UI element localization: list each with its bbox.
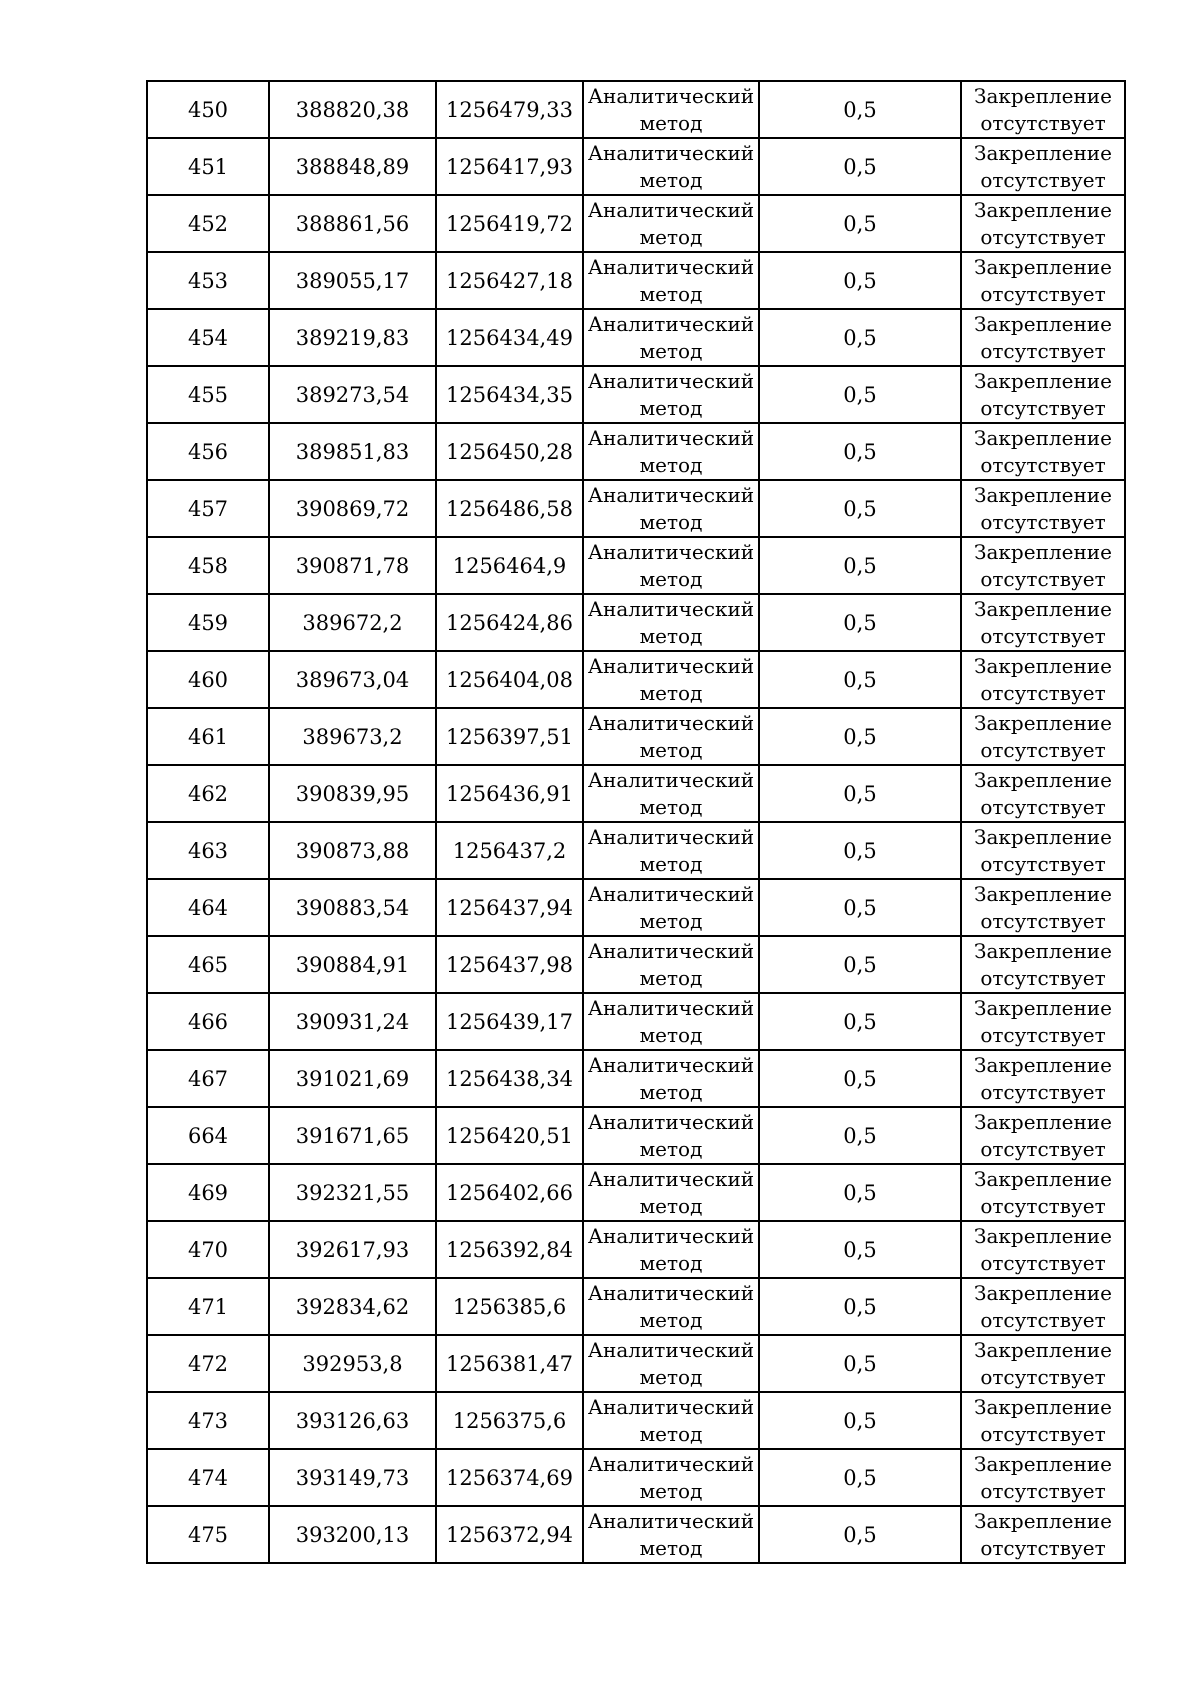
method-cell-line-2: метод	[639, 738, 703, 762]
x-coordinate-cell: 388848,89	[269, 138, 436, 195]
fixing-cell-line-2: отсутствует	[980, 1251, 1106, 1275]
method-cell-line-2: метод	[639, 1194, 703, 1218]
method-cell-line-1: Аналитический	[587, 1167, 755, 1191]
fixing-cell-line-1: Закрепление	[974, 939, 1112, 963]
fixing-cell	[961, 765, 1125, 822]
x-coordinate-cell: 389673,2	[269, 708, 436, 765]
fixing-cell-line-1: Закрепление	[974, 1281, 1112, 1305]
fixing-cell-line-2: отсутствует	[980, 1308, 1106, 1332]
method-cell	[583, 366, 759, 423]
accuracy-cell: 0,5	[759, 81, 961, 138]
y-coordinate-cell: 1256439,17	[436, 993, 583, 1050]
x-coordinate-cell: 390839,95	[269, 765, 436, 822]
fixing-cell-line-1: Закрепление	[974, 312, 1112, 336]
method-cell-line-2: метод	[639, 681, 703, 705]
fixing-cell-line-2: отсутствует	[980, 909, 1106, 933]
method-cell-line-2: метод	[639, 1251, 703, 1275]
fixing-cell-line-2: отсутствует	[980, 168, 1106, 192]
table-row	[147, 138, 1125, 195]
accuracy-cell: 0,5	[759, 1050, 961, 1107]
accuracy-cell: 0,5	[759, 366, 961, 423]
y-coordinate-cell: 1256381,47	[436, 1335, 583, 1392]
y-coordinate-cell: 1256402,66	[436, 1164, 583, 1221]
point-number-cell: 456	[147, 423, 269, 480]
method-cell-line-2: метод	[639, 1365, 703, 1389]
fixing-cell	[961, 1392, 1125, 1449]
y-coordinate-cell: 1256438,34	[436, 1050, 583, 1107]
fixing-cell-line-1: Закрепление	[974, 711, 1112, 735]
table-row	[147, 195, 1125, 252]
x-coordinate-cell: 393149,73	[269, 1449, 436, 1506]
point-number-cell: 467	[147, 1050, 269, 1107]
method-cell-line-2: метод	[639, 1308, 703, 1332]
accuracy-cell: 0,5	[759, 765, 961, 822]
fixing-cell-line-2: отсутствует	[980, 852, 1106, 876]
table-row	[147, 1449, 1125, 1506]
fixing-cell-line-2: отсутствует	[980, 225, 1106, 249]
fixing-cell	[961, 1278, 1125, 1335]
accuracy-cell: 0,5	[759, 1278, 961, 1335]
accuracy-cell: 0,5	[759, 708, 961, 765]
fixing-cell	[961, 1050, 1125, 1107]
fixing-cell	[961, 651, 1125, 708]
fixing-cell-line-1: Закрепление	[974, 1395, 1112, 1419]
y-coordinate-cell: 1256375,6	[436, 1392, 583, 1449]
method-cell-line-1: Аналитический	[587, 1281, 755, 1305]
y-coordinate-cell: 1256420,51	[436, 1107, 583, 1164]
x-coordinate-cell: 388820,38	[269, 81, 436, 138]
method-cell	[583, 423, 759, 480]
point-number-cell: 475	[147, 1506, 269, 1563]
method-cell-line-1: Аналитический	[587, 1338, 755, 1362]
y-coordinate-cell: 1256434,49	[436, 309, 583, 366]
y-coordinate-cell: 1256479,33	[436, 81, 583, 138]
accuracy-cell: 0,5	[759, 1449, 961, 1506]
fixing-cell	[961, 81, 1125, 138]
y-coordinate-cell: 1256437,98	[436, 936, 583, 993]
table-row	[147, 537, 1125, 594]
fixing-cell-line-2: отсутствует	[980, 624, 1106, 648]
x-coordinate-cell: 389273,54	[269, 366, 436, 423]
fixing-cell-line-1: Закрепление	[974, 483, 1112, 507]
point-number-cell: 470	[147, 1221, 269, 1278]
method-cell	[583, 1335, 759, 1392]
fixing-cell	[961, 879, 1125, 936]
point-number-cell: 465	[147, 936, 269, 993]
y-coordinate-cell: 1256404,08	[436, 651, 583, 708]
method-cell-line-2: метод	[639, 852, 703, 876]
fixing-cell	[961, 252, 1125, 309]
fixing-cell-line-2: отсутствует	[980, 396, 1106, 420]
fixing-cell-line-1: Закрепление	[974, 141, 1112, 165]
method-cell	[583, 480, 759, 537]
point-number-cell: 458	[147, 537, 269, 594]
point-number-cell: 459	[147, 594, 269, 651]
point-number-cell: 460	[147, 651, 269, 708]
fixing-cell	[961, 936, 1125, 993]
fixing-cell-line-1: Закрепление	[974, 540, 1112, 564]
method-cell-line-1: Аналитический	[587, 1509, 755, 1533]
accuracy-cell: 0,5	[759, 936, 961, 993]
method-cell	[583, 1278, 759, 1335]
fixing-cell	[961, 309, 1125, 366]
point-number-cell: 664	[147, 1107, 269, 1164]
point-number-cell: 471	[147, 1278, 269, 1335]
fixing-cell-line-1: Закрепление	[974, 1509, 1112, 1533]
method-cell-line-1: Аналитический	[587, 996, 755, 1020]
coordinates-table-body	[147, 81, 1125, 1563]
method-cell-line-1: Аналитический	[587, 882, 755, 906]
x-coordinate-cell: 390931,24	[269, 993, 436, 1050]
y-coordinate-cell: 1256434,35	[436, 366, 583, 423]
accuracy-cell: 0,5	[759, 1506, 961, 1563]
method-cell-line-2: метод	[639, 225, 703, 249]
fixing-cell	[961, 366, 1125, 423]
y-coordinate-cell: 1256427,18	[436, 252, 583, 309]
fixing-cell	[961, 822, 1125, 879]
method-cell-line-2: метод	[639, 624, 703, 648]
method-cell-line-2: метод	[639, 909, 703, 933]
fixing-cell-line-2: отсутствует	[980, 1194, 1106, 1218]
fixing-cell-line-2: отсутствует	[980, 1536, 1106, 1560]
fixing-cell	[961, 138, 1125, 195]
x-coordinate-cell: 393126,63	[269, 1392, 436, 1449]
method-cell	[583, 1449, 759, 1506]
point-number-cell: 469	[147, 1164, 269, 1221]
accuracy-cell: 0,5	[759, 1335, 961, 1392]
y-coordinate-cell: 1256392,84	[436, 1221, 583, 1278]
accuracy-cell: 0,5	[759, 138, 961, 195]
method-cell-line-1: Аналитический	[587, 84, 755, 108]
table-row	[147, 594, 1125, 651]
fixing-cell-line-2: отсутствует	[980, 282, 1106, 306]
method-cell	[583, 252, 759, 309]
fixing-cell	[961, 1335, 1125, 1392]
point-number-cell: 463	[147, 822, 269, 879]
method-cell	[583, 594, 759, 651]
method-cell-line-1: Аналитический	[587, 540, 755, 564]
accuracy-cell: 0,5	[759, 1164, 961, 1221]
fixing-cell-line-2: отсутствует	[980, 567, 1106, 591]
fixing-cell-line-2: отсутствует	[980, 966, 1106, 990]
method-cell-line-1: Аналитический	[587, 1110, 755, 1134]
method-cell-line-1: Аналитический	[587, 939, 755, 963]
fixing-cell-line-1: Закрепление	[974, 1053, 1112, 1077]
fixing-cell	[961, 708, 1125, 765]
method-cell-line-2: метод	[639, 111, 703, 135]
method-cell-line-1: Аналитический	[587, 768, 755, 792]
fixing-cell-line-2: отсутствует	[980, 1137, 1106, 1161]
fixing-cell-line-1: Закрепление	[974, 1452, 1112, 1476]
table-row	[147, 1506, 1125, 1563]
y-coordinate-cell: 1256372,94	[436, 1506, 583, 1563]
method-cell-line-2: метод	[639, 1479, 703, 1503]
fixing-cell-line-1: Закрепление	[974, 996, 1112, 1020]
point-number-cell: 450	[147, 81, 269, 138]
table-row	[147, 81, 1125, 138]
table-row	[147, 1107, 1125, 1164]
method-cell	[583, 195, 759, 252]
method-cell-line-1: Аналитический	[587, 1395, 755, 1419]
method-cell-line-2: метод	[639, 966, 703, 990]
table-row	[147, 822, 1125, 879]
fixing-cell-line-2: отсутствует	[980, 1422, 1106, 1446]
table-row	[147, 651, 1125, 708]
y-coordinate-cell: 1256486,58	[436, 480, 583, 537]
accuracy-cell: 0,5	[759, 822, 961, 879]
method-cell	[583, 1221, 759, 1278]
point-number-cell: 451	[147, 138, 269, 195]
x-coordinate-cell: 389851,83	[269, 423, 436, 480]
accuracy-cell: 0,5	[759, 195, 961, 252]
table-row	[147, 1050, 1125, 1107]
y-coordinate-cell: 1256450,28	[436, 423, 583, 480]
accuracy-cell: 0,5	[759, 993, 961, 1050]
fixing-cell	[961, 1221, 1125, 1278]
fixing-cell-line-2: отсутствует	[980, 1023, 1106, 1047]
fixing-cell-line-1: Закрепление	[974, 369, 1112, 393]
x-coordinate-cell: 390873,88	[269, 822, 436, 879]
fixing-cell-line-2: отсутствует	[980, 795, 1106, 819]
fixing-cell	[961, 195, 1125, 252]
x-coordinate-cell: 389672,2	[269, 594, 436, 651]
fixing-cell-line-1: Закрепление	[974, 1338, 1112, 1362]
method-cell-line-2: метод	[639, 339, 703, 363]
fixing-cell	[961, 993, 1125, 1050]
x-coordinate-cell: 389673,04	[269, 651, 436, 708]
method-cell-line-2: метод	[639, 1422, 703, 1446]
fixing-cell-line-2: отсутствует	[980, 339, 1106, 363]
fixing-cell-line-2: отсутствует	[980, 681, 1106, 705]
method-cell	[583, 138, 759, 195]
method-cell-line-1: Аналитический	[587, 141, 755, 165]
fixing-cell-line-1: Закрепление	[974, 654, 1112, 678]
table-row	[147, 366, 1125, 423]
method-cell-line-1: Аналитический	[587, 483, 755, 507]
method-cell	[583, 309, 759, 366]
x-coordinate-cell: 390869,72	[269, 480, 436, 537]
fixing-cell-line-1: Закрепление	[974, 768, 1112, 792]
table-row	[147, 309, 1125, 366]
point-number-cell: 472	[147, 1335, 269, 1392]
table-row	[147, 252, 1125, 309]
method-cell	[583, 765, 759, 822]
x-coordinate-cell: 392617,93	[269, 1221, 436, 1278]
method-cell-line-1: Аналитический	[587, 369, 755, 393]
method-cell-line-2: метод	[639, 1536, 703, 1560]
method-cell	[583, 1050, 759, 1107]
accuracy-cell: 0,5	[759, 1221, 961, 1278]
point-number-cell: 453	[147, 252, 269, 309]
point-number-cell: 474	[147, 1449, 269, 1506]
fixing-cell-line-1: Закрепление	[974, 825, 1112, 849]
y-coordinate-cell: 1256424,86	[436, 594, 583, 651]
y-coordinate-cell: 1256464,9	[436, 537, 583, 594]
fixing-cell-line-1: Закрепление	[974, 597, 1112, 621]
point-number-cell: 462	[147, 765, 269, 822]
point-number-cell: 464	[147, 879, 269, 936]
accuracy-cell: 0,5	[759, 1392, 961, 1449]
method-cell-line-1: Аналитический	[587, 312, 755, 336]
method-cell	[583, 879, 759, 936]
table-row	[147, 879, 1125, 936]
y-coordinate-cell: 1256436,91	[436, 765, 583, 822]
y-coordinate-cell: 1256437,2	[436, 822, 583, 879]
y-coordinate-cell: 1256437,94	[436, 879, 583, 936]
fixing-cell-line-1: Закрепление	[974, 84, 1112, 108]
x-coordinate-cell: 389219,83	[269, 309, 436, 366]
method-cell	[583, 1506, 759, 1563]
accuracy-cell: 0,5	[759, 879, 961, 936]
x-coordinate-cell: 392834,62	[269, 1278, 436, 1335]
fixing-cell	[961, 480, 1125, 537]
x-coordinate-cell: 390884,91	[269, 936, 436, 993]
x-coordinate-cell: 392953,8	[269, 1335, 436, 1392]
method-cell	[583, 1392, 759, 1449]
fixing-cell-line-1: Закрепление	[974, 198, 1112, 222]
y-coordinate-cell: 1256374,69	[436, 1449, 583, 1506]
method-cell-line-1: Аналитический	[587, 255, 755, 279]
table-row	[147, 1335, 1125, 1392]
method-cell-line-1: Аналитический	[587, 654, 755, 678]
fixing-cell	[961, 423, 1125, 480]
accuracy-cell: 0,5	[759, 423, 961, 480]
fixing-cell-line-2: отсутствует	[980, 1080, 1106, 1104]
fixing-cell	[961, 1164, 1125, 1221]
table-row	[147, 993, 1125, 1050]
method-cell-line-2: метод	[639, 396, 703, 420]
table-row	[147, 936, 1125, 993]
table-row	[147, 423, 1125, 480]
accuracy-cell: 0,5	[759, 537, 961, 594]
table-row	[147, 1392, 1125, 1449]
method-cell-line-2: метод	[639, 168, 703, 192]
table-row	[147, 708, 1125, 765]
fixing-cell-line-1: Закрепление	[974, 1167, 1112, 1191]
method-cell-line-1: Аналитический	[587, 1452, 755, 1476]
fixing-cell-line-1: Закрепление	[974, 426, 1112, 450]
method-cell-line-1: Аналитический	[587, 1053, 755, 1077]
method-cell-line-1: Аналитический	[587, 711, 755, 735]
y-coordinate-cell: 1256385,6	[436, 1278, 583, 1335]
x-coordinate-cell: 391021,69	[269, 1050, 436, 1107]
x-coordinate-cell: 389055,17	[269, 252, 436, 309]
fixing-cell-line-2: отсутствует	[980, 510, 1106, 534]
method-cell-line-2: метод	[639, 1080, 703, 1104]
table-row	[147, 1164, 1125, 1221]
method-cell	[583, 708, 759, 765]
x-coordinate-cell: 392321,55	[269, 1164, 436, 1221]
method-cell-line-2: метод	[639, 282, 703, 306]
accuracy-cell: 0,5	[759, 594, 961, 651]
point-number-cell: 452	[147, 195, 269, 252]
point-number-cell: 454	[147, 309, 269, 366]
table-row	[147, 1278, 1125, 1335]
y-coordinate-cell: 1256417,93	[436, 138, 583, 195]
method-cell	[583, 537, 759, 594]
method-cell-line-1: Аналитический	[587, 426, 755, 450]
accuracy-cell: 0,5	[759, 252, 961, 309]
fixing-cell-line-1: Закрепление	[974, 882, 1112, 906]
fixing-cell-line-2: отсутствует	[980, 1479, 1106, 1503]
fixing-cell-line-2: отсутствует	[980, 738, 1106, 762]
point-number-cell: 461	[147, 708, 269, 765]
fixing-cell	[961, 1449, 1125, 1506]
fixing-cell-line-2: отсутствует	[980, 111, 1106, 135]
fixing-cell-line-2: отсутствует	[980, 453, 1106, 477]
fixing-cell	[961, 1107, 1125, 1164]
fixing-cell-line-1: Закрепление	[974, 1110, 1112, 1134]
method-cell-line-2: метод	[639, 510, 703, 534]
x-coordinate-cell: 393200,13	[269, 1506, 436, 1563]
y-coordinate-cell: 1256419,72	[436, 195, 583, 252]
table-row	[147, 1221, 1125, 1278]
method-cell-line-2: метод	[639, 795, 703, 819]
method-cell	[583, 1107, 759, 1164]
method-cell	[583, 651, 759, 708]
method-cell	[583, 1164, 759, 1221]
x-coordinate-cell: 391671,65	[269, 1107, 436, 1164]
method-cell	[583, 993, 759, 1050]
point-number-cell: 466	[147, 993, 269, 1050]
method-cell-line-1: Аналитический	[587, 825, 755, 849]
x-coordinate-cell: 390883,54	[269, 879, 436, 936]
x-coordinate-cell: 390871,78	[269, 537, 436, 594]
accuracy-cell: 0,5	[759, 1107, 961, 1164]
accuracy-cell: 0,5	[759, 309, 961, 366]
method-cell	[583, 822, 759, 879]
method-cell-line-1: Аналитический	[587, 597, 755, 621]
point-number-cell: 457	[147, 480, 269, 537]
method-cell-line-2: метод	[639, 567, 703, 591]
method-cell	[583, 81, 759, 138]
fixing-cell	[961, 594, 1125, 651]
fixing-cell	[961, 1506, 1125, 1563]
fixing-cell-line-1: Закрепление	[974, 1224, 1112, 1248]
table-row	[147, 480, 1125, 537]
x-coordinate-cell: 388861,56	[269, 195, 436, 252]
fixing-cell	[961, 537, 1125, 594]
coordinates-table	[146, 80, 1126, 1564]
method-cell-line-1: Аналитический	[587, 1224, 755, 1248]
accuracy-cell: 0,5	[759, 651, 961, 708]
y-coordinate-cell: 1256397,51	[436, 708, 583, 765]
point-number-cell: 473	[147, 1392, 269, 1449]
method-cell-line-2: метод	[639, 453, 703, 477]
method-cell	[583, 936, 759, 993]
method-cell-line-1: Аналитический	[587, 198, 755, 222]
method-cell-line-2: метод	[639, 1137, 703, 1161]
point-number-cell: 455	[147, 366, 269, 423]
accuracy-cell: 0,5	[759, 480, 961, 537]
table-row	[147, 765, 1125, 822]
method-cell-line-2: метод	[639, 1023, 703, 1047]
fixing-cell-line-1: Закрепление	[974, 255, 1112, 279]
fixing-cell-line-2: отсутствует	[980, 1365, 1106, 1389]
